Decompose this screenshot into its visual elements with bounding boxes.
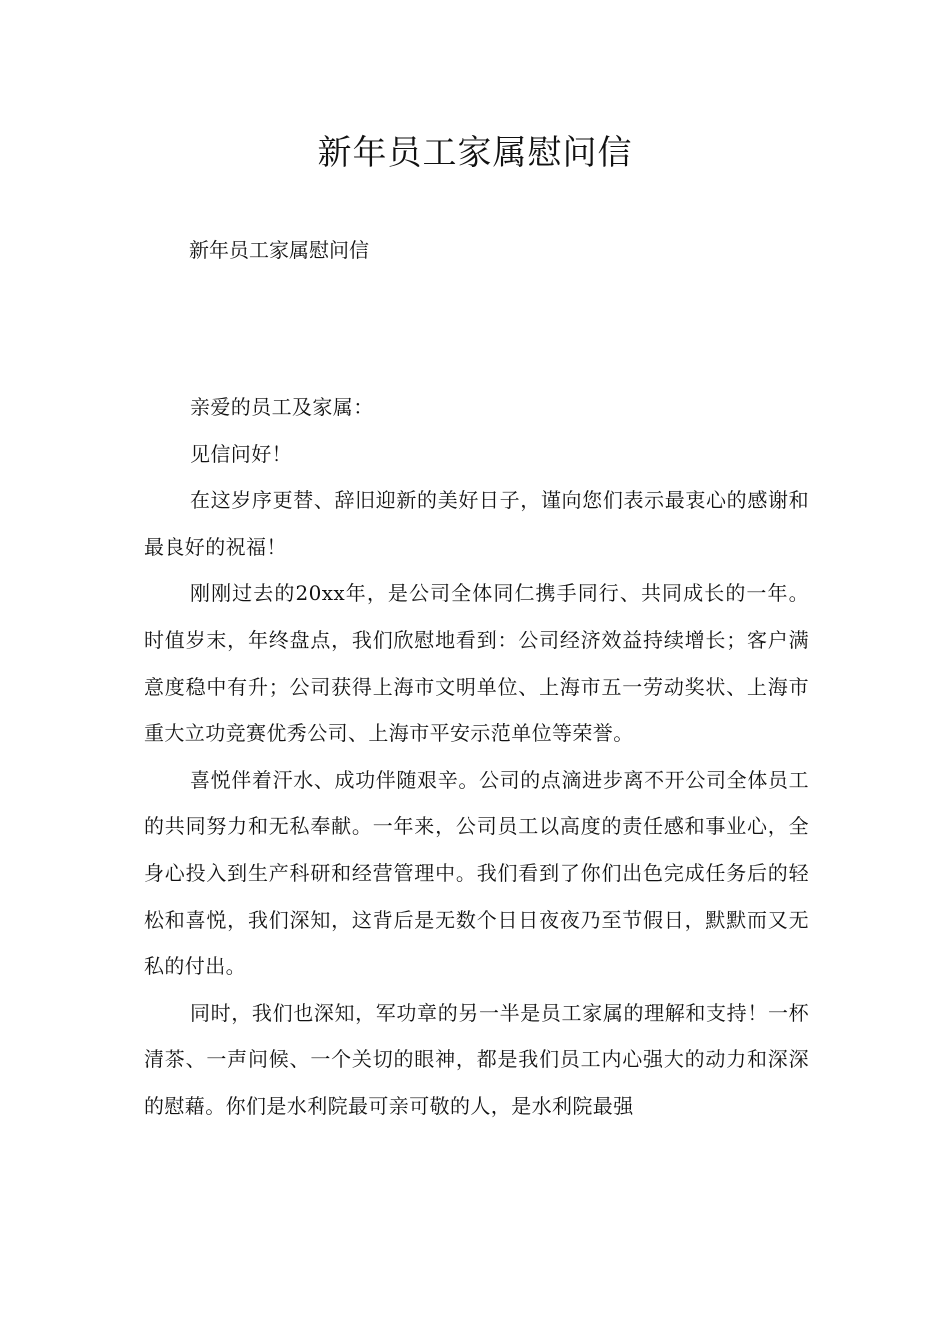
document-title: 新年员工家属慰问信 [317, 133, 633, 173]
greeting: 见信问好！ [190, 441, 292, 466]
letter-body [144, 384, 809, 1130]
paragraph-3: 喜悦伴着汗水、成功伴随艰辛。公司的点滴进步离不开公司全体员工的共同努力和无私奉献。一年来，公司员工以高度的责任感和事业心，全身心投入到生产科研和经营管理中。我们看到了你们出色完成任务后的轻松和喜悦，我们深知，这背后是无数个日日夜夜乃至节假日，默默而又无私的付出。 [144, 767, 809, 979]
salutation: 亲爱的员工及家属： [190, 395, 374, 419]
paragraph-4: 同时，我们也深知，军功章的另一半是员工家属的理解和支持！一杯清茶、一声问候、一个关切的眼神，都是我们员工内心强大的动力和深深的慰藉。你们是水利院最可亲可敬的人，是水利院最强 [144, 1000, 809, 1118]
document-subtitle: 新年员工家属慰问信 [189, 238, 369, 262]
paragraph-2: 刚刚过去的20xx年，是公司全体同仁携手同行、共同成长的一年。时值岁末，年终盘点，我们欣慰地看到：公司经济效益持续增长；客户满意度稳中有升；公司获得上海市文明单位、上海市五一劳动奖状、上海市重大立功竞赛优秀公司、上海市平安示范单位等荣誉。 [144, 581, 809, 746]
paragraph-1: 在这岁序更替、辞旧迎新的美好日子，谨向您们表示最衷心的感谢和最良好的祝福！ [144, 488, 809, 559]
